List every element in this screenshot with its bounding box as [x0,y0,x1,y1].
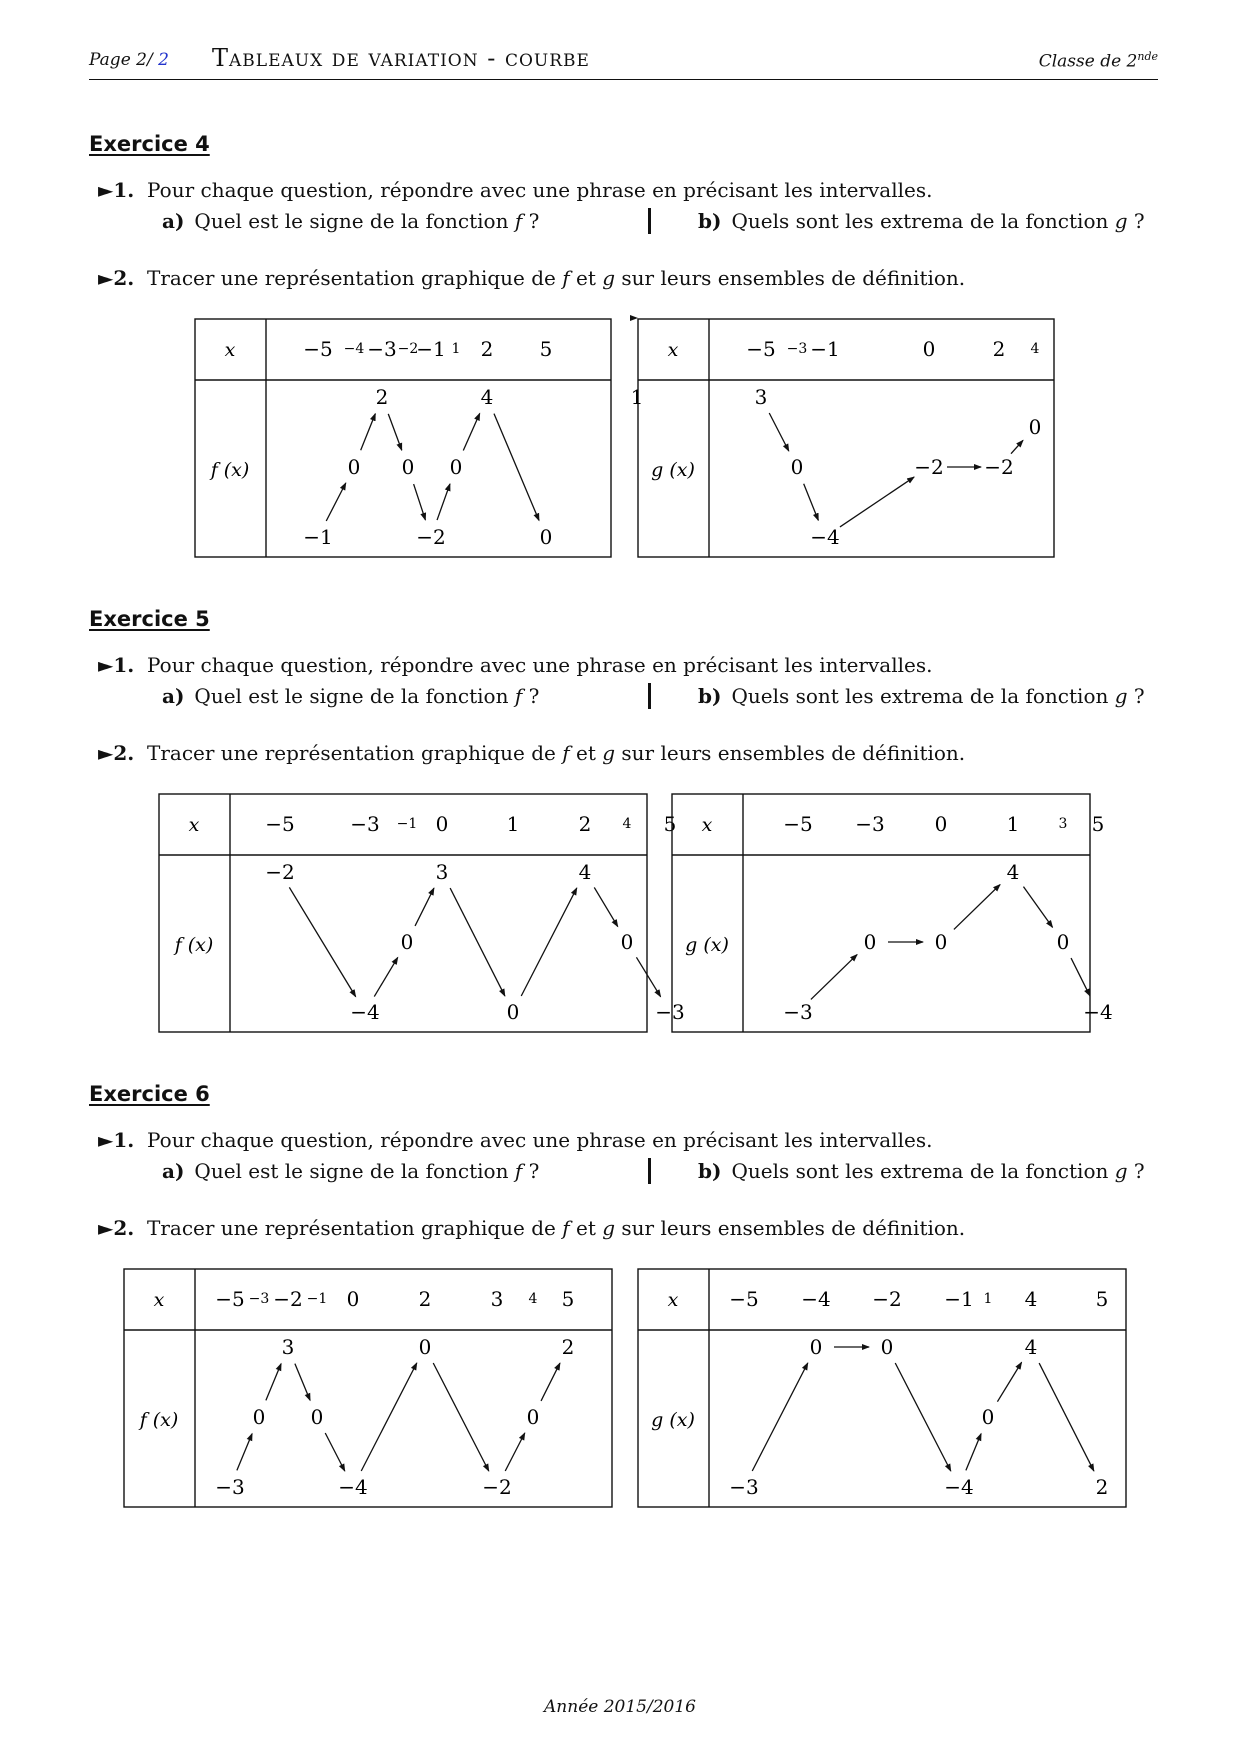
variation-arrow [437,484,450,520]
variation-arrow [388,414,401,450]
f-value: −3 [729,1475,759,1499]
f-value: −3 [215,1475,245,1499]
q2-var-f: f [562,1216,570,1240]
f-value: 4 [1024,1335,1038,1359]
func-label: g (x) [651,1409,695,1431]
x-value: 5 [539,337,553,361]
x-value: 4 [1024,1287,1038,1311]
x-value: 3 [490,1287,504,1311]
qb-label: b) [698,1159,722,1183]
var-label: x [188,814,200,836]
f-value: −4 [350,1000,380,1024]
q2-mid: et [569,1216,603,1240]
x-value: −5 [746,337,776,361]
func-label: f (x) [210,459,250,481]
func-label: f (x) [174,934,214,956]
x-value: −1 [416,337,446,361]
page-label: Page 2/ [89,50,153,70]
class-label [1039,50,1158,72]
q-text: Pour chaque question, répondre avec une phrase en précisant les intervalles. [147,1128,933,1152]
var-label: x [667,339,679,361]
variation-table-ex6-f [123,1268,613,1508]
f-value: 4 [578,860,592,884]
x-value: 1 [1006,812,1020,836]
qa-label: a) [162,684,185,708]
question-separator [648,683,651,709]
func-label: g (x) [651,459,695,481]
variation-arrow [636,957,660,996]
x-zero-value: −3 [248,1291,270,1307]
variation-arrow [1023,887,1052,928]
variation-arrow [966,1434,981,1471]
qb-text: Quels sont les extrema de la fonction [731,209,1115,233]
qa-text: Quel est le signe de la fonction [194,209,515,233]
bullet-arrow: ► [98,653,114,677]
x-value: 2 [578,812,592,836]
func-label: f (x) [139,1409,179,1431]
f-value: 0 [934,930,948,954]
x-value: −4 [801,1287,831,1311]
q2-var-f: f [562,266,570,290]
f-value: 3 [435,860,449,884]
qb-label: b) [698,209,722,233]
variation-arrow [325,1433,345,1471]
f-value: 0 [539,525,553,549]
f-value: 0 [526,1405,540,1429]
x-value: 5 [1091,812,1105,836]
q2-post: sur leurs ensembles de définition. [615,266,966,290]
x-value: 2 [418,1287,432,1311]
bullet-arrow: ► [98,178,114,202]
f-value: −4 [338,1475,368,1499]
q-text: Pour chaque question, répondre avec une phrase en précisant les intervalles. [147,653,933,677]
variation-arrow [415,888,434,926]
qb-var: g [1114,684,1128,708]
variation-arrow [505,1433,525,1471]
q2-var-f: f [562,741,570,765]
f-value: 2 [375,385,389,409]
f-value: −2 [482,1475,512,1499]
exercise-5-question-a [162,684,539,708]
class-text: Classe de 2 [1038,51,1138,72]
page-number-link[interactable]: 2 [158,50,169,70]
f-value: 3 [754,385,768,409]
x-value: 5 [561,1287,575,1311]
table-frame [638,319,1054,557]
x-value: −5 [215,1287,245,1311]
var-label: x [153,1289,165,1311]
exercise-6-question-1 [98,1128,932,1152]
variation-arrow [326,483,346,521]
qa-var: f [514,1159,523,1183]
variation-arrow [752,1363,808,1471]
qa-end: ? [522,209,540,233]
variation-arrow [1011,440,1023,453]
q-text: Pour chaque question, répondre avec une phrase en précisant les intervalles. [147,178,933,202]
f-value: −2 [416,525,446,549]
qa-var: f [514,684,523,708]
f-value: 0 [981,1405,995,1429]
q-num: 1. [113,178,135,202]
qa-text: Quel est le signe de la fonction [194,684,515,708]
variation-arrow [295,1364,310,1401]
exercise-5-question-2 [98,741,965,765]
x-value: −3 [855,812,885,836]
q2-pre: Tracer une représentation graphique de [147,1216,563,1240]
variation-table-ex6-g [637,1268,1127,1508]
question-separator [648,208,651,234]
qa-var: f [514,209,523,233]
x-value: −5 [729,1287,759,1311]
x-value: −5 [265,812,295,836]
f-value: 2 [561,1335,575,1359]
f-value: 3 [281,1335,295,1359]
x-zero-value: 4 [622,816,632,832]
x-value: −5 [783,812,813,836]
f-value: 0 [418,1335,432,1359]
q-num: 1. [113,653,135,677]
page-indicator [89,50,169,70]
x-zero-value: −4 [343,341,365,357]
exercise-4-title: Exercice 4 [89,132,210,156]
class-sup: nde [1137,50,1158,63]
variation-arrow [1039,1363,1094,1471]
variation-table-ex4-g [630,318,1055,558]
f-value: −2 [265,860,295,884]
variation-arrow [361,414,376,451]
exercise-5-question-b [698,684,1145,708]
f-value: 0 [620,930,634,954]
x-zero-value: 1 [451,341,461,357]
var-label: x [224,339,236,361]
q2-var-g: g [602,266,616,290]
qb-label: b) [698,684,722,708]
qa-label: a) [162,1159,185,1183]
exercise-6-question-2 [98,1216,965,1240]
x-value: 5 [1095,1287,1109,1311]
variation-arrow [954,885,1000,930]
x-value: 0 [922,337,936,361]
variation-arrow [895,1363,951,1471]
exercise-6-question-b [698,1159,1145,1183]
x-value: 0 [435,812,449,836]
variation-arrow [374,957,397,996]
f-value: 0 [790,455,804,479]
exercise-4-question-a [162,209,539,233]
exercise-4-question-2 [98,266,965,290]
exercise-6-title: Exercice 6 [89,1082,210,1106]
variation-arrow [266,1364,281,1401]
page-title: Tableaux de variation - courbe [212,44,590,72]
f-value: 0 [401,455,415,479]
f-value: −3 [783,1000,813,1024]
qb-end: ? [1127,684,1145,708]
qa-text: Quel est le signe de la fonction [194,1159,515,1183]
qb-text: Quels sont les extrema de la fonction [731,1159,1115,1183]
header-rule [89,79,1158,80]
f-value: 0 [449,455,463,479]
x-value: −3 [350,812,380,836]
x-zero-value: −2 [397,341,419,357]
x-value: −3 [367,337,397,361]
exercise-5-title: Exercice 5 [89,607,210,631]
x-zero-value: 4 [528,1291,538,1307]
question-separator [648,1158,651,1184]
footer-year: Année 2015/2016 [544,1697,696,1717]
variation-arrow [811,955,857,1000]
variation-table-ex5-f [158,793,685,1033]
variation-arrow [463,413,479,450]
exercise-5-question-1 [98,653,932,677]
qa-end: ? [522,684,540,708]
qb-var: g [1114,1159,1128,1183]
x-value: 2 [992,337,1006,361]
variation-arrow [450,888,505,996]
variation-arrow [494,414,539,521]
bullet-arrow: ► [98,266,114,290]
exercise-4-question-b [698,209,1145,233]
variation-arrow [433,1363,489,1471]
variation-arrow [997,1362,1021,1401]
q2-mid: et [569,266,603,290]
x-zero-value: −1 [396,816,418,832]
f-value: 0 [506,1000,520,1024]
qb-end: ? [1127,1159,1145,1183]
qb-end: ? [1127,209,1145,233]
x-value: 0 [346,1287,360,1311]
variation-arrow [840,477,914,527]
f-value: −4 [810,525,840,549]
q2-mid: et [569,741,603,765]
var-label: x [701,814,713,836]
f-value: 0 [880,1335,894,1359]
x-zero-value: 3 [1058,816,1068,832]
variation-arrow [521,888,577,996]
q2-var-g: g [602,1216,616,1240]
qb-var: g [1114,209,1128,233]
qb-text: Quels sont les extrema de la fonction [731,684,1115,708]
x-zero-value: −1 [306,1291,328,1307]
f-value: −3 [655,1000,685,1024]
f-value: 1 [630,385,644,409]
table-frame [124,1269,612,1507]
x-value: −1 [944,1287,974,1311]
bullet-arrow: ► [98,1128,114,1152]
x-zero-value: 4 [1030,341,1040,357]
f-value: 0 [1028,415,1042,439]
variation-arrow [769,413,789,451]
variation-arrow [594,887,617,926]
f-value: 0 [310,1405,324,1429]
qa-label: a) [162,209,185,233]
x-zero-value: 1 [983,1291,993,1307]
f-value: −1 [303,525,333,549]
x-value: −5 [303,337,333,361]
f-value: 0 [809,1335,823,1359]
x-value: −2 [872,1287,902,1311]
x-value: 5 [663,812,677,836]
q2-pre: Tracer une représentation graphique de [147,741,563,765]
q-num: 2. [113,266,135,290]
f-value: −2 [984,455,1014,479]
x-zero-value: −3 [786,341,808,357]
qa-end: ? [522,1159,540,1183]
variation-arrow [237,1434,252,1471]
f-value: 0 [863,930,877,954]
q2-post: sur leurs ensembles de définition. [615,741,966,765]
x-value: 0 [934,812,948,836]
f-value: 0 [252,1405,266,1429]
variation-arrow [1071,958,1090,996]
f-value: −4 [1083,1000,1113,1024]
x-value: 1 [506,812,520,836]
variation-table-ex4-f [194,318,612,558]
variation-arrow [541,1363,560,1401]
var-label: x [667,1289,679,1311]
variation-arrow [414,484,426,520]
f-value: −4 [944,1475,974,1499]
q2-pre: Tracer une représentation graphique de [147,266,563,290]
q-num: 2. [113,741,135,765]
q-num: 1. [113,1128,135,1152]
f-value: 0 [400,930,414,954]
q-num: 2. [113,1216,135,1240]
f-value: −2 [914,455,944,479]
func-label: g (x) [685,934,729,956]
x-value: 2 [480,337,494,361]
x-value: −2 [273,1287,303,1311]
exercise-6-question-a [162,1159,539,1183]
q2-post: sur leurs ensembles de définition. [615,1216,966,1240]
f-value: 0 [1056,930,1070,954]
q2-var-g: g [602,741,616,765]
bullet-arrow: ► [98,1216,114,1240]
f-value: 0 [347,455,361,479]
f-value: 2 [1095,1475,1109,1499]
variation-arrow [804,484,819,521]
exercise-4-question-1 [98,178,932,202]
variation-table-ex5-g [671,793,1113,1033]
f-value: 4 [1006,860,1020,884]
x-value: −1 [810,337,840,361]
f-value: 4 [480,385,494,409]
variation-arrow [361,1363,417,1471]
bullet-arrow: ► [98,741,114,765]
variation-arrow [289,887,355,996]
